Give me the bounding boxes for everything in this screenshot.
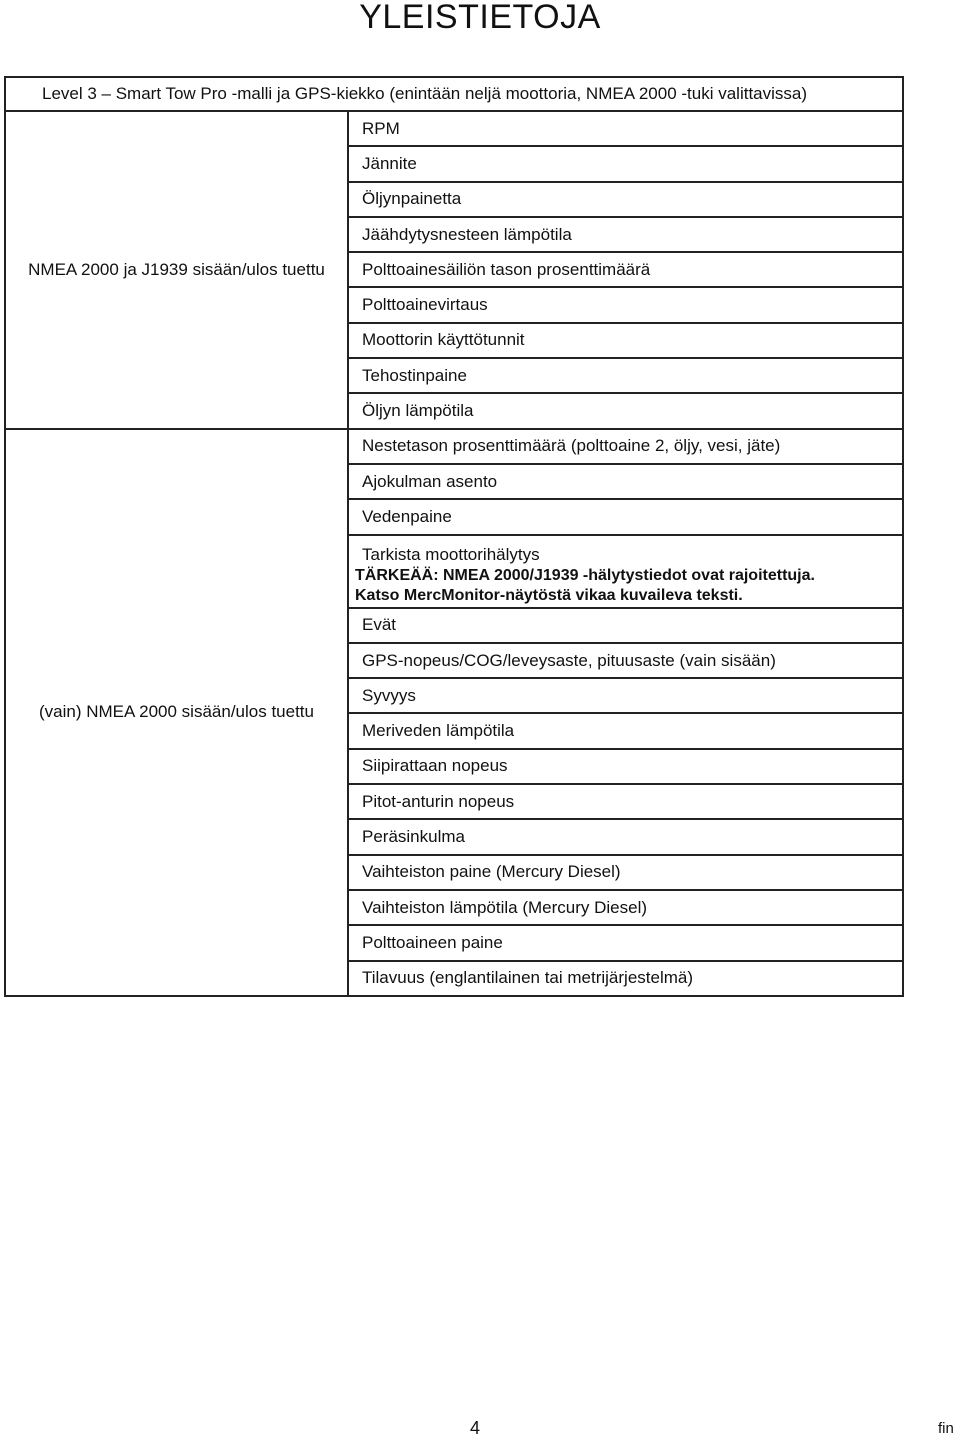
list-item: Syvyys	[348, 678, 903, 713]
important-note-line1: TÄRKEÄÄ: NMEA 2000/J1939 -hälytystiedot ovat rajoitettuja.	[355, 566, 815, 584]
spec-table	[4, 76, 904, 997]
list-item: Öljyn lämpötila	[348, 393, 903, 428]
list-item: Polttoaineen paine	[348, 925, 903, 960]
table-header: Level 3 – Smart Tow Pro -malli ja GPS-kiekko (enintään neljä moottoria, NMEA 2000 -tuki valittavissa)	[5, 77, 903, 111]
group-label-nmea-j1939: NMEA 2000 ja J1939 sisään/ulos tuettu	[5, 111, 348, 429]
list-item: Vaihteiston lämpötila (Mercury Diesel)	[348, 890, 903, 925]
list-item: Nestetason prosenttimäärä (polttoaine 2, öljy, vesi, jäte)	[348, 429, 903, 464]
engine-alarm-label: Tarkista moottorihälytys	[362, 544, 540, 564]
list-item: Polttoainevirtaus	[348, 287, 903, 322]
list-item: Meriveden lämpötila	[348, 713, 903, 748]
list-item: Evät	[348, 608, 903, 643]
table-header-row	[5, 77, 903, 111]
table-row	[5, 111, 903, 146]
list-item: Tehostinpaine	[348, 358, 903, 393]
engine-alarm-item	[348, 535, 903, 608]
list-item: GPS-nopeus/COG/leveysaste, pituusaste (vain sisään)	[348, 643, 903, 678]
page-title: YLEISTIETOJA	[359, 0, 601, 36]
list-item: Vaihteiston paine (Mercury Diesel)	[348, 855, 903, 890]
page-number: 4	[470, 1418, 481, 1438]
list-item: Pitot-anturin nopeus	[348, 784, 903, 819]
list-item: Tilavuus (englantilainen tai metrijärjestelmä)	[348, 961, 903, 996]
list-item: Polttoainesäiliön tason prosenttimäärä	[348, 252, 903, 287]
list-item: Moottorin käyttötunnit	[348, 323, 903, 358]
table-row	[5, 429, 903, 464]
list-item: Ajokulman asento	[348, 464, 903, 499]
list-item: Siipirattaan nopeus	[348, 749, 903, 784]
list-item: Peräsinkulma	[348, 819, 903, 854]
language-code: fin	[938, 1420, 954, 1437]
group-label-nmea2000-only: (vain) NMEA 2000 sisään/ulos tuettu	[5, 429, 348, 996]
list-item: Jäähdytysnesteen lämpötila	[348, 217, 903, 252]
important-note-line2: Katso MercMonitor-näytöstä vikaa kuvaileva teksti.	[355, 586, 743, 604]
list-item: Jännite	[348, 146, 903, 181]
list-item: Öljynpainetta	[348, 182, 903, 217]
list-item: RPM	[348, 111, 903, 146]
list-item: Vedenpaine	[348, 499, 903, 534]
